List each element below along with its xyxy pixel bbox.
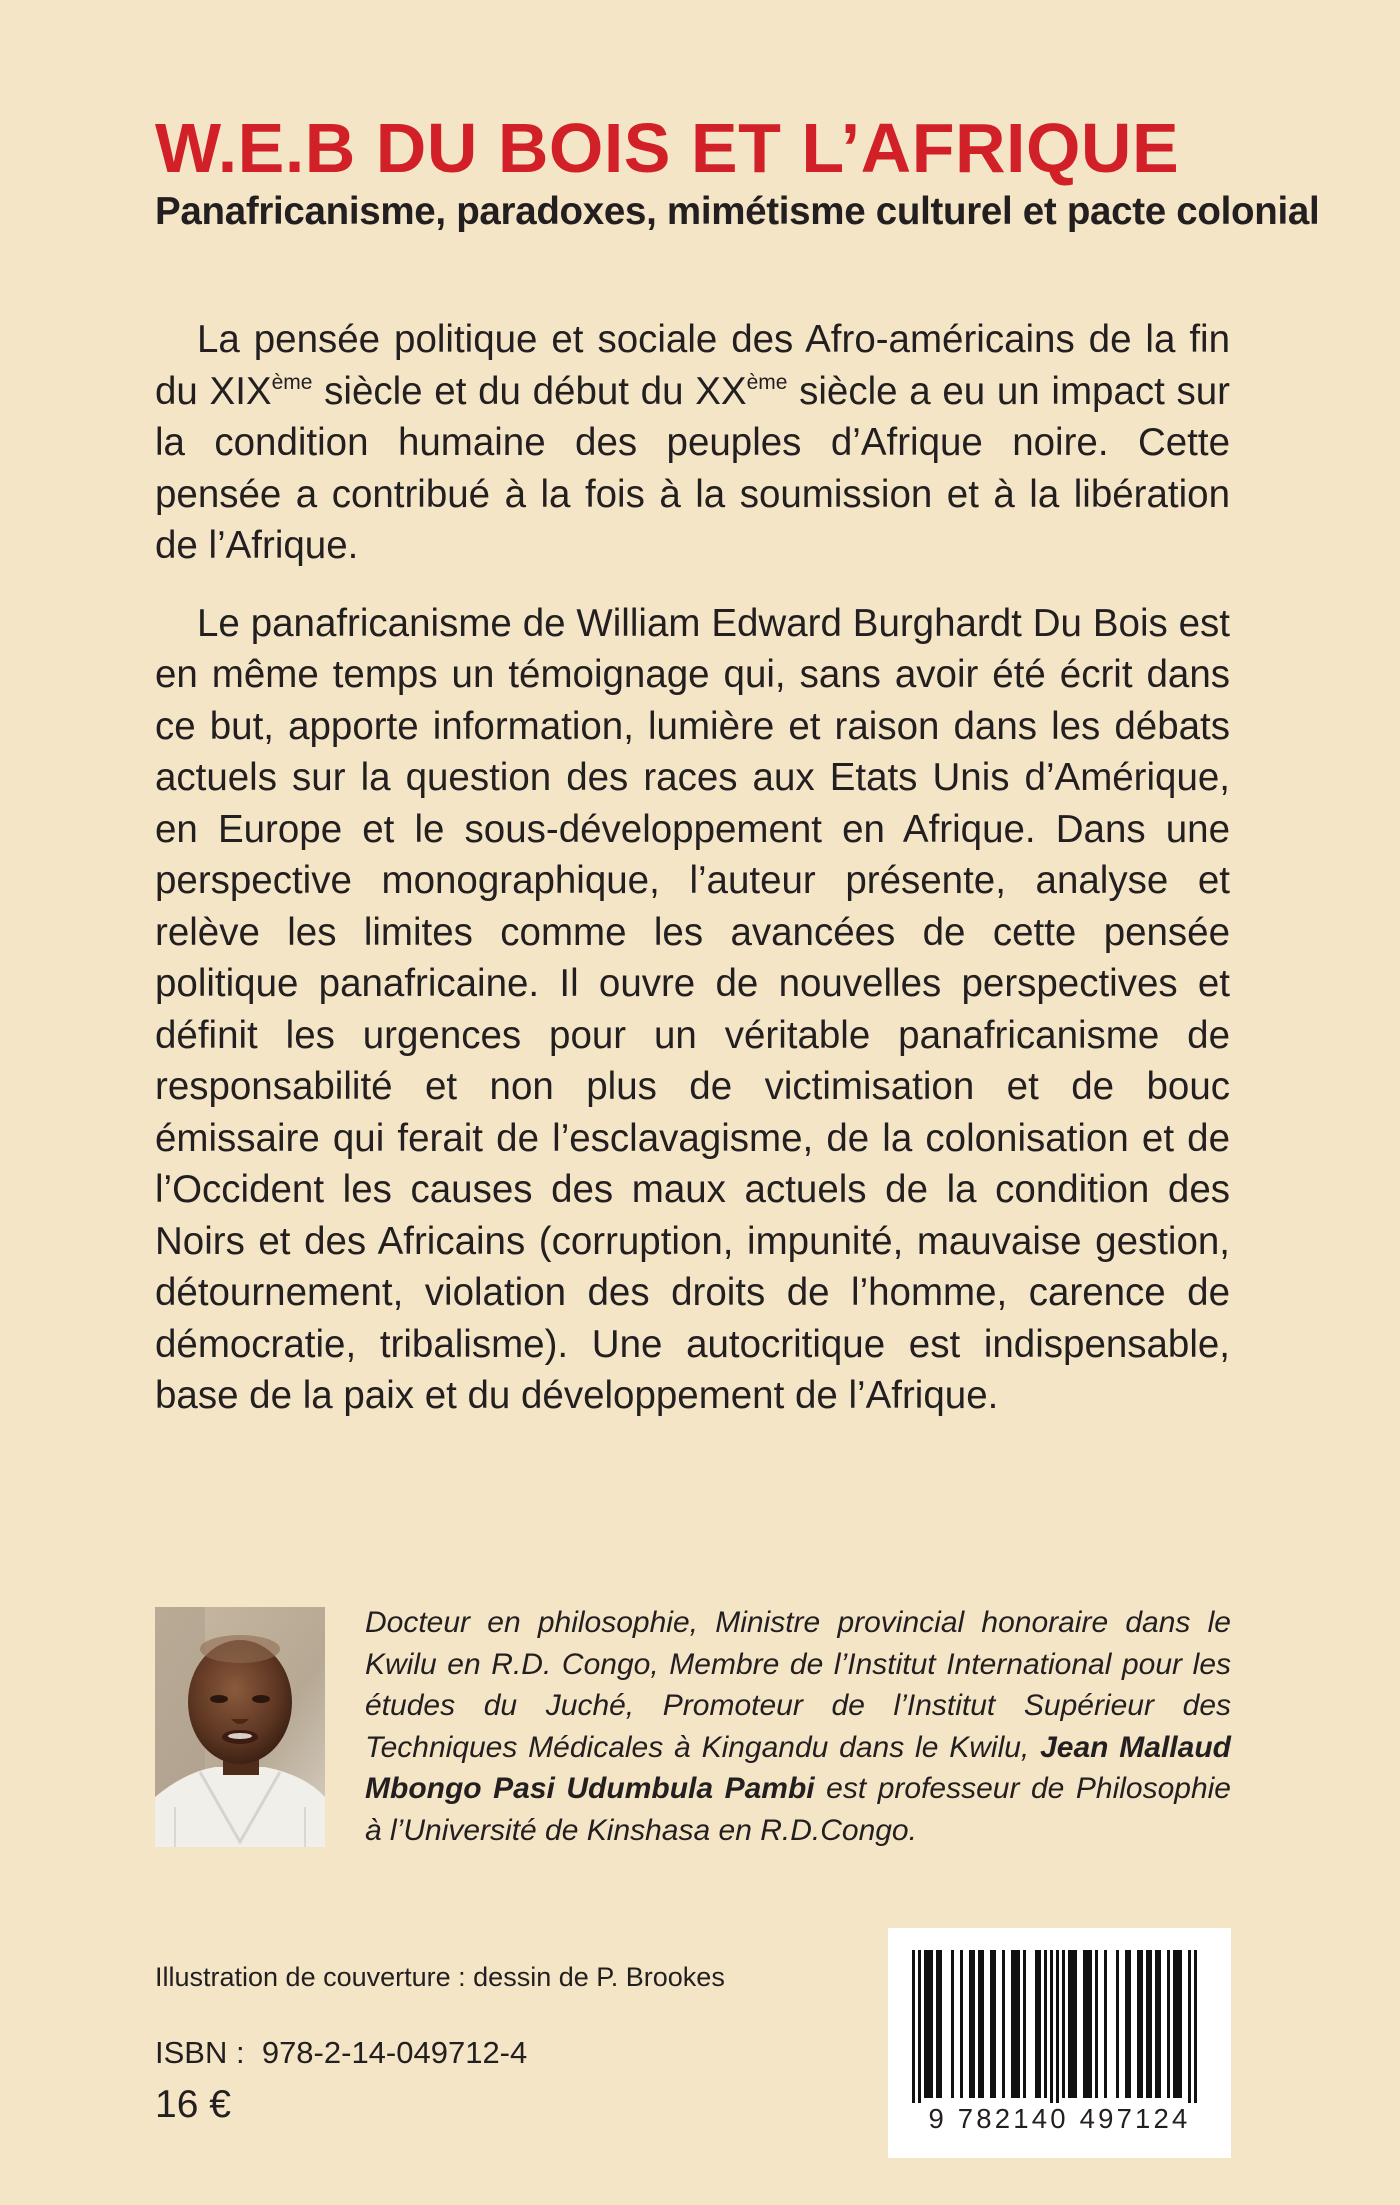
price: 16 €: [155, 2083, 231, 2126]
barcode-bar: [951, 1950, 954, 2098]
barcode-bar: [939, 1950, 942, 2098]
barcode-bar: [1146, 1950, 1149, 2098]
barcode-bar: [1050, 1950, 1053, 2103]
isbn-number: 978-2-14-049712-4: [261, 2035, 528, 2070]
barcode-bar: [1140, 1950, 1143, 2098]
barcode-bar: [1188, 1950, 1191, 2103]
barcode-bar: [1044, 1950, 1047, 2098]
barcode-bar: [1176, 1950, 1179, 2098]
book-title: W.E.B DU BOIS ET L’AFRIQUE: [155, 109, 1180, 187]
barcode-bar: [981, 1950, 984, 2098]
barcode-bar: [1089, 1950, 1092, 2098]
barcode-bar: [1086, 1950, 1089, 2098]
superscript: ème: [746, 370, 788, 394]
barcode-bar: [969, 1950, 972, 2098]
barcode-bar: [1179, 1950, 1182, 2098]
barcode-bar: [1104, 1950, 1107, 2098]
barcode-bar: [978, 1950, 981, 2098]
barcode-bar: [1173, 1950, 1176, 2098]
barcode-bar: [972, 1950, 975, 2098]
barcode-bar: [1116, 1950, 1119, 2098]
blurb-p1-part-c: siècle a eu un impact sur la condition humaine des peuples d’Afrique noire. Cette pensée a contribué à la fois à la soumission et à la libération de l’Afrique.: [155, 369, 1231, 567]
author-name: Jean Mallaud Mbongo Pasi Udumbula Pambi: [365, 1730, 1231, 1805]
barcode-bars: [888, 1928, 1231, 2103]
barcode-bar: [1149, 1950, 1152, 2098]
barcode-bar: [1095, 1950, 1098, 2098]
barcode-bar: [1011, 1950, 1014, 2098]
isbn: [155, 2035, 527, 2071]
barcode-bar: [1017, 1950, 1020, 2098]
barcode-bar: [1155, 1950, 1158, 2098]
blurb-paragraph-1: [155, 314, 1230, 572]
barcode-bar: [1194, 1950, 1197, 2103]
barcode-bar: [936, 1950, 939, 2098]
superscript: ème: [271, 370, 313, 394]
barcode-bar: [1068, 1950, 1071, 2098]
isbn-label: ISBN :: [155, 2035, 245, 2070]
barcode-bar: [1071, 1950, 1074, 2098]
barcode-bar: [912, 1950, 915, 2103]
barcode-bar: [1125, 1950, 1128, 2098]
barcode-bar: [990, 1950, 993, 2098]
barcode-bar: [930, 1950, 933, 2098]
barcode-bar: [1167, 1950, 1170, 2098]
blurb-p1-part-b: siècle et du début du XX: [312, 369, 747, 413]
barcode-bar: [1158, 1950, 1161, 2098]
blurb: [155, 314, 1230, 1422]
barcode-bar: [1137, 1950, 1140, 2098]
barcode-digits: 9 782140 497124: [928, 2103, 1191, 2134]
barcode-bar: [1128, 1950, 1131, 2098]
author-bio-before: Docteur en philosophie, Ministre provincial honoraire dans le Kwilu en R.D. Congo, Membre de l’Institut International pour les études du Juché, Promoteur de l’Institut Supérieur des Techniques Médicales à Kingandu dans le Kwilu,: [365, 1606, 1231, 1764]
barcode: [888, 1928, 1231, 2158]
barcode-bar: [1014, 1950, 1017, 2098]
book-subtitle: Panafricanisme, paradoxes, mimétisme culturel et pacte colonial: [155, 190, 1320, 233]
barcode-bar: [1056, 1950, 1059, 2103]
barcode-bar: [924, 1950, 927, 2098]
barcode-bar: [1062, 1950, 1065, 2098]
barcode-bar: [1074, 1950, 1077, 2098]
author-photo: [155, 1607, 325, 1847]
blurb-paragraph-2: Le panafricanisme de William Edward Burghardt Du Bois est en même temps un témoignage qui, sans avoir été écrit dans ce but, apporte information, lumière et raison dans les débats actuels sur la question des races aux Etats Unis d’Amérique, en Europe et le sous-développement en Afrique. Dans une perspective monographique, l’auteur présente, analyse et relève les limites comme les avancées de cette pensée politique panafricaine. Il ouvre de nouvelles perspectives et définit les urgences pour un véritable panafricanisme de responsabilité et non plus de victimisation et de bouc émissaire qui ferait de l’esclavagisme, de la colonisation et de l’Occident les causes des maux actuels de la condition des Noirs et des Africains (corruption, impunité, mauvaise gestion, détournement, violation des droits de l’homme, carence de démocratie, tribalisme). Une autocritique est indispensable, base de la paix et du développement de l’Afrique.: [155, 601, 1230, 1417]
illustration-credit: Illustration de couverture : dessin de P. Brookes: [155, 1962, 725, 1992]
blurb-p1-part-a: La pensée politique et sociale des Afro-américains de la fin du XIX: [155, 318, 1230, 413]
author-bio: [365, 1602, 1231, 1851]
barcode-bar: [1083, 1950, 1086, 2098]
barcode-bar: [1002, 1950, 1005, 2098]
barcode-bar: [1035, 1950, 1038, 2098]
author-bio-text: [365, 1602, 1231, 1851]
barcode-bar: [1023, 1950, 1026, 2098]
barcode-bar: [927, 1950, 930, 2098]
barcode-bar: [918, 1950, 921, 2103]
barcode-bar: [960, 1950, 963, 2098]
barcode-bar: [993, 1950, 996, 2098]
barcode-bar: [1038, 1950, 1041, 2098]
author-bio-after: est professeur de Philosophie à l’Université de Kinshasa en R.D.Congo.: [365, 1772, 1231, 1847]
